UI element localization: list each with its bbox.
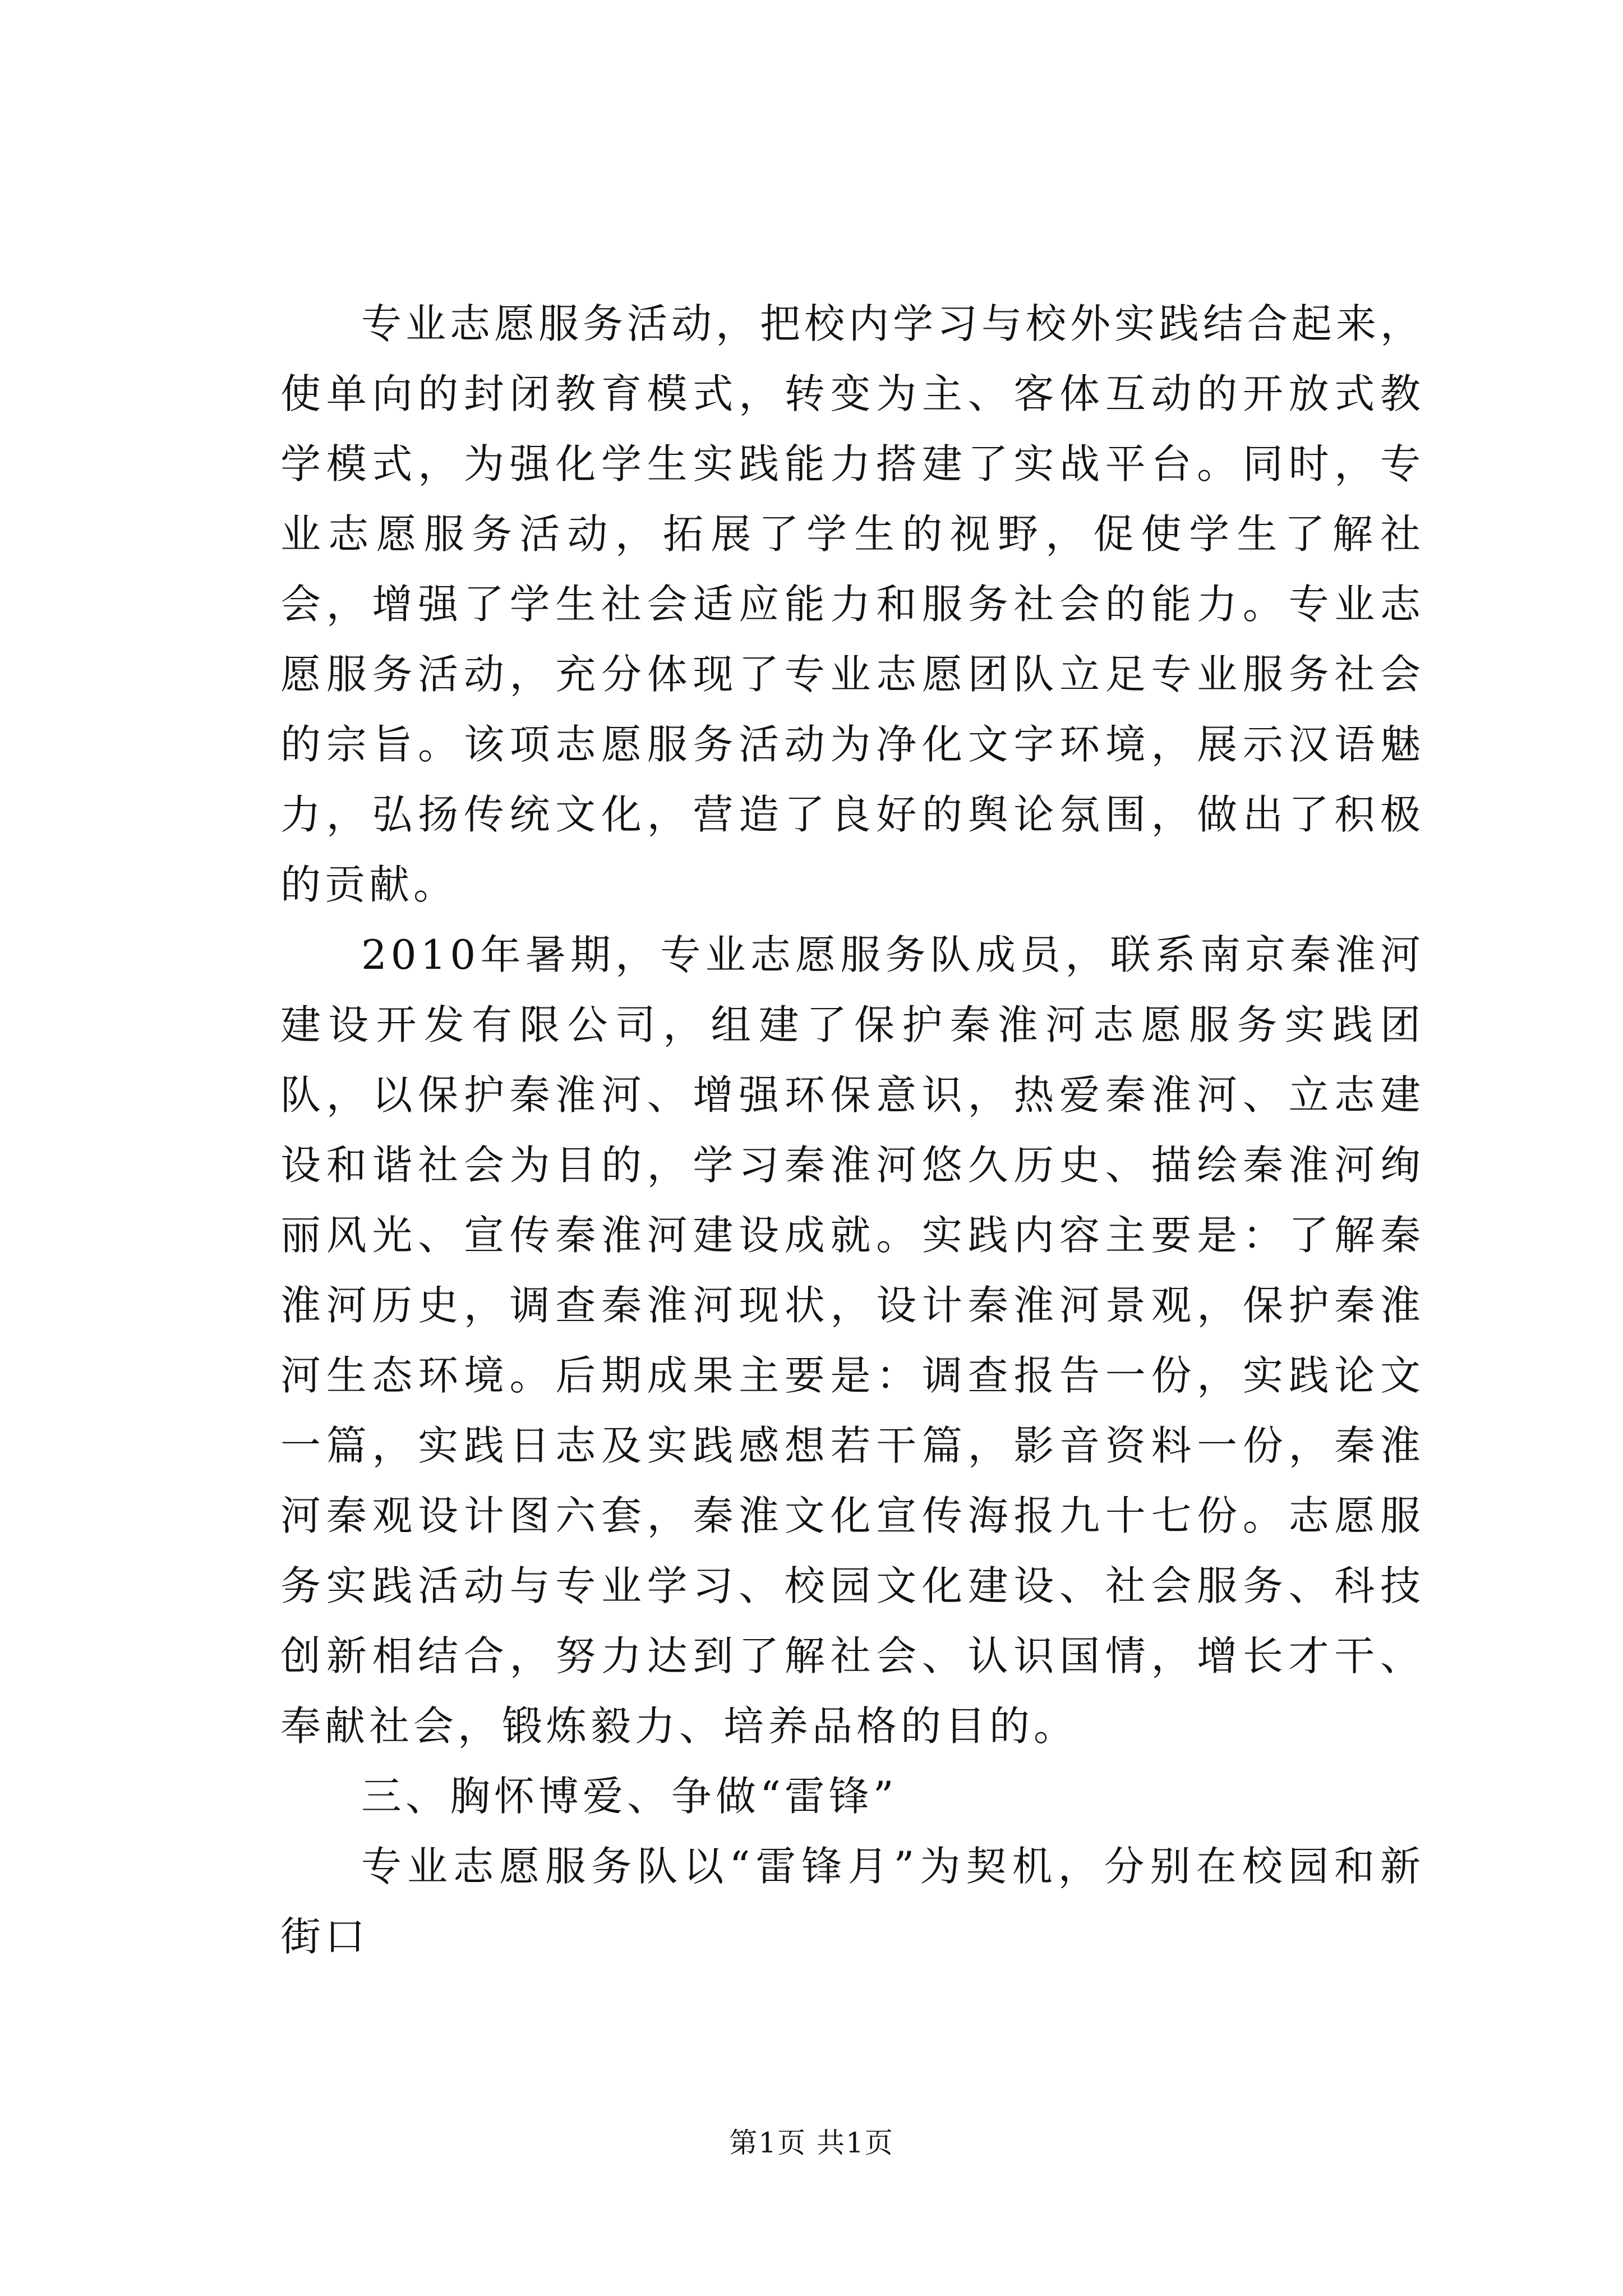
paragraph-volunteer-service-summary: 专业志愿服务活动，把校内学习与校外实践结合起来，使单向的封闭教育模式，转变为主、客体互动的开放式教学模式，为强化学生实践能力搭建了实战平台。同时，专业志愿服务活动，拓展了学生的视野，促使学生了解社会，增强了学生社会适应能力和服务社会的能力。专业志愿服务活动，充分体现了专业志愿团队立足专业服务社会的宗旨。该项志愿服务活动为净化文字环境，展示汉语魅力，弘扬传统文化，营造了良好的舆论氛围，做出了积极的贡献。 (280, 300, 1425, 908)
section-heading-lei-feng: 三、胸怀博爱、争做“雷锋” (361, 1773, 898, 1820)
document-body (280, 289, 1424, 1972)
paragraph-qinhuai-river-practice: 2010年暑期，专业志愿服务队成员，联系南京秦淮河建设开发有限公司，组建了保护秦淮河志愿服务实践团队，以保护秦淮河、增强环保意识，热爱秦淮河、立志建设和谐社会为目的，学习秦淮河悠久历史、描绘秦淮河绚丽风光、宣传秦淮河建设成就。实践内容主要是：了解秦淮河历史，调查秦淮河现状，设计秦淮河景观，保护秦淮河生态环境。后期成果主要是：调查报告一份，实践论文一篇，实践日志及实践感想若干篇，影音资料一份，秦淮河秦观设计图六套，秦淮文化宣传海报九十七份。志愿服务实践活动与专业学习、校园文化建设、社会服务、科技创新相结合，努力达到了解社会、认识国情，增长才干、奉献社会，锻炼毅力、培养品格的目的。 (280, 931, 1424, 1750)
paragraph-lei-feng-month: 专业志愿服务队以“雷锋月”为契机，分别在校园和新街口 (280, 1843, 1424, 1960)
page-footer: 第1页 共1页 (729, 2127, 894, 2159)
